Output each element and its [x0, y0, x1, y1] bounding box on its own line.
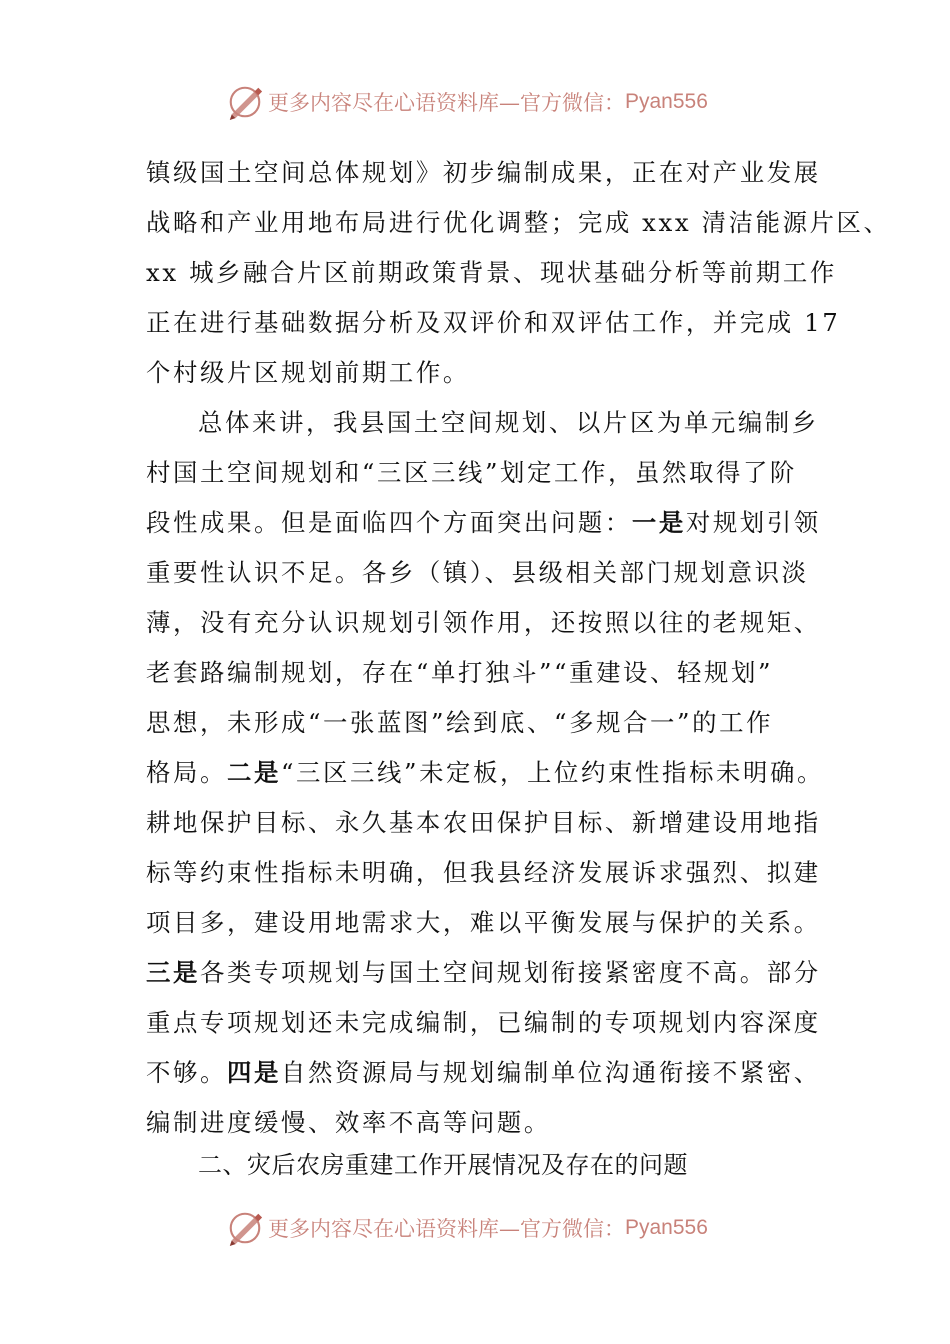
text-run: 段性成果。但是面临四个方面突出问题： [146, 508, 632, 537]
bold-marker: 二是 [226, 758, 281, 787]
text-run: 各类专项规划与国土空间规划衔接紧密度不高。部分 [199, 958, 821, 987]
text-line: 思想，未形成“一张蓝图”绘到底、“多规合一”的工作 [146, 708, 774, 737]
text-line: 标等约束性指标未明确，但我县经济发展诉求强烈、拟建 [146, 858, 821, 887]
text-line: 重要性认识不足。各乡（镇）、县级相关部门规划意识淡 [146, 558, 809, 587]
text-line: 总体来讲，我县国土空间规划、以片区为单元编制乡 [198, 408, 819, 437]
text-line [146, 948, 832, 998]
text-line: 村国土空间规划和“三区三线”划定工作，虽然取得了阶 [146, 458, 797, 487]
header-watermark [226, 82, 746, 122]
text-line [146, 1048, 832, 1098]
text-line: xx 城乡融合片区前期政策背景、现状基础分析等前期工作 [146, 258, 837, 287]
text-line: 个村级片区规划前期工作。 [146, 358, 470, 387]
text-line: 耕地保护目标、永久基本农田保护目标、新增建设用地指 [146, 808, 821, 837]
watermark-text: 更多内容尽在心语资料库—官方微信： [268, 1217, 625, 1241]
bold-marker: 一是 [631, 508, 686, 537]
text-run: 对规划引领 [685, 508, 821, 537]
text-run: 不够。 [146, 1058, 227, 1087]
text-run: 自然资源局与规划编制单位沟通衔接不紧密、 [280, 1058, 821, 1087]
pen-logo-icon [226, 83, 264, 121]
text-line: 项目多，建设用地需求大，难以平衡发展与保护的关系。 [146, 908, 821, 937]
bold-marker: 四是 [226, 1058, 281, 1087]
text-line: 重点专项规划还未完成编制，已编制的专项规划内容深度 [146, 1008, 821, 1037]
text-line [146, 748, 832, 798]
text-line: 正在进行基础数据分析及双评价和双评估工作，并完成 17 [146, 308, 841, 337]
text-line: 编制进度缓慢、效率不高等问题。 [146, 1108, 551, 1137]
text-run: “三区三线”未定板，上位约束性指标未明确。 [280, 758, 824, 787]
watermark-wechat-id: Pyan556 [625, 90, 708, 113]
text-line: 镇级国土空间总体规划》初步编制成果，正在对产业发展 [146, 158, 821, 187]
text-line: 老套路编制规划，存在“单打独斗”“重建设、轻规划” [146, 658, 774, 687]
watermark-text: 更多内容尽在心语资料库—官方微信： [268, 91, 625, 115]
text-run: 格局。 [146, 758, 227, 787]
watermark-wechat-id: Pyan556 [625, 1216, 708, 1239]
text-line: 战略和产业用地布局进行优化调整；完成 xxx 清洁能源片区、 [146, 208, 891, 237]
footer-watermark [226, 1208, 746, 1248]
text-line: 薄，没有充分认识规划引领作用，还按照以往的老规矩、 [146, 608, 821, 637]
body-text [146, 148, 891, 1148]
pen-logo-icon [226, 1209, 264, 1247]
text-line [146, 498, 832, 548]
section-heading: 二、灾后农房重建工作开展情况及存在的问题 [198, 1151, 688, 1179]
bold-marker: 三是 [146, 958, 200, 987]
